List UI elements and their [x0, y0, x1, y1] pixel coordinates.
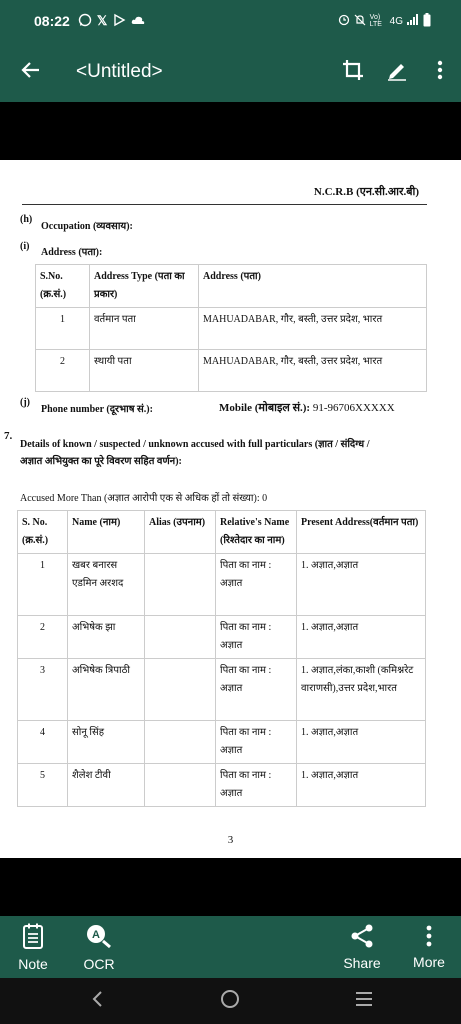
mute-icon — [354, 14, 366, 29]
app-bar — [0, 42, 461, 102]
col-alias: Alias (उपनाम) — [145, 511, 216, 554]
cell-alias — [145, 616, 216, 659]
ocr-search-icon — [85, 923, 113, 952]
table-row — [18, 659, 426, 721]
section-title: Details of known / suspected / unknown accused with full particulars (ज्ञात / संदिग्ध / अज्ञात अभियुक्त का पूरे विवरण सहित वर्णन): — [20, 439, 370, 467]
crop-icon — [342, 59, 364, 86]
more-button[interactable] — [404, 916, 454, 978]
cell-sno: 2 — [18, 616, 68, 659]
crop-button[interactable] — [331, 42, 375, 102]
network-type: 4G — [389, 15, 403, 27]
cell-sno: 1 — [36, 308, 90, 350]
battery-icon — [423, 13, 431, 30]
mobile-label: Mobile (मोबाइल सं.): — [219, 402, 311, 414]
page-number: 3 — [227, 834, 234, 846]
section-number: 7. — [4, 430, 13, 442]
cell-address: MAHUADABAR, गौर, बस्ती, उत्तर प्रदेश, भारत — [199, 350, 427, 392]
system-navigation-bar — [0, 978, 461, 1024]
cell-relative: पिता का नाम : अज्ञात — [216, 659, 297, 721]
cell-type: वर्तमान पता — [90, 308, 199, 350]
cell-address: 1. अज्ञात,लंका,काशी (कमिश्नरेट वाराणसी),उत्तर प्रदेश,भारत — [297, 659, 426, 721]
cell-sno: 5 — [18, 764, 68, 807]
cell-address: MAHUADABAR, गौर, बस्ती, उत्तर प्रदेश, भारत — [199, 308, 427, 350]
note-label: Note — [18, 955, 48, 972]
ocr-button[interactable] — [74, 916, 124, 978]
lte-indicator: Vo) LTE — [369, 14, 382, 28]
cell-alias — [145, 659, 216, 721]
status-time: 08:22 — [34, 13, 70, 29]
x-icon: 𝕏 — [96, 13, 108, 28]
phone-label: Phone number (दूरभाष सं.): — [41, 404, 153, 415]
cell-relative: पिता का नाम : अज्ञात — [216, 616, 297, 659]
back-button[interactable] — [0, 42, 62, 102]
page-header: N.C.R.B (एन.सी.आर.बी) — [313, 186, 419, 198]
viewer-background-bottom — [0, 858, 461, 916]
play-icon — [112, 13, 126, 30]
more-vert-icon — [437, 60, 443, 85]
share-icon — [350, 924, 374, 951]
cell-name: अभिषेक त्रिपाठी — [68, 659, 145, 721]
share-button[interactable] — [337, 916, 387, 978]
bottom-action-bar — [0, 916, 461, 978]
status-bar — [0, 0, 461, 42]
accused-more-than: Accused More Than (अज्ञात आरोपी एक से अधिक हों तो संख्या): 0 — [20, 493, 268, 504]
item-h-marker: (h) — [20, 214, 33, 225]
mobile-value: 91-96706XXXXX — [312, 402, 395, 414]
signal-icon — [407, 14, 419, 28]
viewer-background-top — [0, 102, 461, 160]
cell-address: 1. अज्ञात,अज्ञात — [297, 616, 426, 659]
cell-relative: पिता का नाम : अज्ञात — [216, 554, 297, 616]
cell-alias — [145, 721, 216, 764]
note-icon — [22, 923, 44, 952]
table-row — [36, 308, 427, 350]
back-arrow-icon — [21, 60, 41, 85]
col-relative: Relative's Name (रिश्तेदार का नाम) — [216, 511, 297, 554]
more-vert-icon — [426, 925, 432, 950]
cell-sno: 4 — [18, 721, 68, 764]
address-table-header — [36, 265, 427, 308]
cell-address: 1. अज्ञात,अज्ञात — [297, 554, 426, 616]
item-j-marker: (j) — [20, 397, 30, 408]
address-table — [35, 264, 427, 392]
col-address: Address (पता) — [199, 265, 427, 308]
alarm-icon — [338, 14, 350, 29]
col-name: Name (नाम) — [68, 511, 145, 554]
nav-home-icon — [220, 989, 240, 1014]
header-divider — [22, 204, 427, 205]
nav-back-button[interactable] — [75, 978, 119, 1024]
document-page[interactable] — [0, 160, 461, 858]
cell-type: स्थायी पता — [90, 350, 199, 392]
col-sno: S.No. (क्र.सं.) — [36, 265, 90, 308]
nav-home-button[interactable] — [208, 978, 252, 1024]
cell-sno: 2 — [36, 350, 90, 392]
table-row — [36, 350, 427, 392]
occupation-label: Occupation (व्यवसाय): — [41, 221, 133, 232]
ocr-label: OCR — [83, 955, 115, 972]
accused-table — [17, 510, 426, 807]
svg-text:A: A — [92, 928, 100, 941]
table-row — [18, 616, 426, 659]
cell-sno: 3 — [18, 659, 68, 721]
cell-address: 1. अज्ञात,अज्ञात — [297, 764, 426, 807]
item-i-marker: (i) — [20, 241, 30, 252]
accused-table-header — [18, 511, 426, 554]
cloud-icon — [131, 14, 145, 28]
share-label: Share — [343, 954, 381, 971]
cell-name: शैलेश टीवी — [68, 764, 145, 807]
cell-relative: पिता का नाम : अज्ञात — [216, 764, 297, 807]
cell-relative: पिता का नाम : अज्ञात — [216, 721, 297, 764]
cell-name: सोनू सिंह — [68, 721, 145, 764]
cell-name: अभिषेक झा — [68, 616, 145, 659]
cell-alias — [145, 764, 216, 807]
pen-icon — [386, 59, 408, 86]
col-present-address: Present Address(वर्तमान पता) — [297, 511, 426, 554]
note-button[interactable] — [8, 916, 58, 978]
overflow-menu-button[interactable] — [419, 42, 461, 102]
table-row — [18, 764, 426, 807]
nav-recents-icon — [354, 991, 374, 1012]
cell-name: खबर बनारस एडमिन अरशद — [68, 554, 145, 616]
edit-button[interactable] — [375, 42, 419, 102]
nav-recents-button[interactable] — [342, 978, 386, 1024]
col-sno: S. No. (क्र.सं.) — [18, 511, 68, 554]
cell-address: 1. अज्ञात,अज्ञात — [297, 721, 426, 764]
col-address-type: Address Type (पता का प्रकार) — [90, 265, 199, 308]
address-label: Address (पता): — [41, 247, 103, 258]
table-row — [18, 721, 426, 764]
nav-back-icon — [91, 990, 103, 1013]
cell-alias — [145, 554, 216, 616]
whatsapp-icon — [78, 13, 92, 30]
more-label: More — [413, 953, 445, 970]
table-row — [18, 554, 426, 616]
document-title: <Untitled> — [76, 61, 163, 82]
cell-sno: 1 — [18, 554, 68, 616]
